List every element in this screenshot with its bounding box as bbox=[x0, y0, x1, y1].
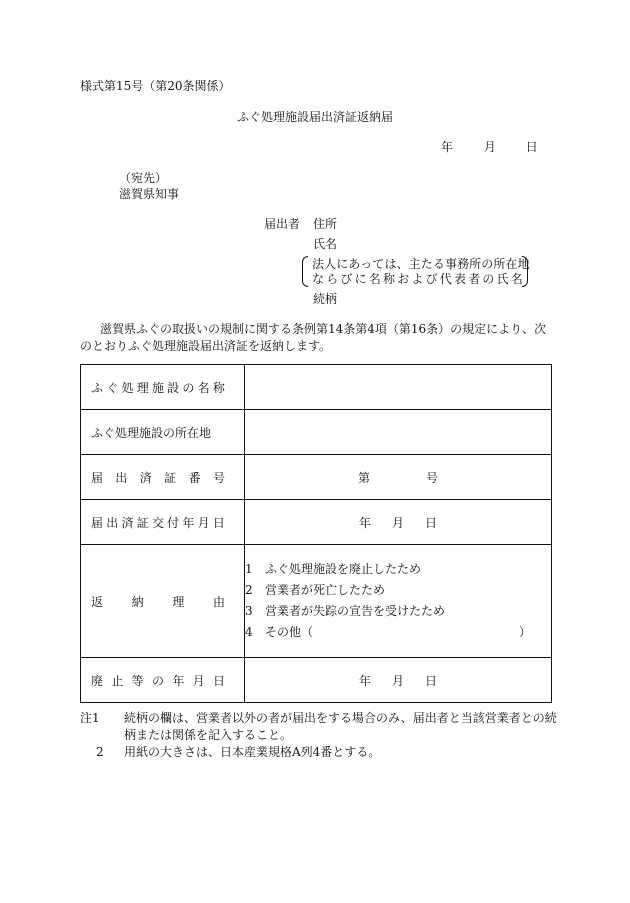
justified-label bbox=[91, 672, 225, 689]
reason-option[interactable] bbox=[245, 580, 551, 601]
label-char: 届 bbox=[91, 515, 104, 530]
relation-label: 続柄 bbox=[313, 292, 338, 306]
abolition-date-value bbox=[359, 672, 437, 689]
label-char: 理 bbox=[172, 594, 185, 609]
label-char: 付 bbox=[167, 515, 180, 530]
facility-name-label bbox=[81, 365, 245, 410]
label-char: 号 bbox=[212, 470, 225, 485]
cert-number-field[interactable] bbox=[245, 455, 552, 500]
return-reason-field bbox=[245, 545, 552, 658]
addressee-name: 滋賀県知事 bbox=[119, 187, 180, 201]
address-label: 住所 bbox=[313, 217, 338, 231]
corporation-note-line1: 法人にあっては、主たる事務所の所在地 bbox=[312, 257, 530, 271]
label-char: 年 bbox=[172, 673, 185, 688]
issue-date-label bbox=[81, 500, 245, 545]
name-label: 氏名 bbox=[313, 237, 338, 251]
facility-name-field[interactable] bbox=[245, 365, 552, 410]
note-text: 用紙の大きさは、日本産業規格A列4番とする。 bbox=[124, 745, 381, 759]
label-char: ふ bbox=[91, 380, 104, 395]
notes bbox=[80, 710, 560, 761]
label-char: 出 bbox=[115, 470, 128, 485]
document-title: ふぐ処理施設届出済証返納届 bbox=[236, 110, 393, 124]
table-row bbox=[81, 410, 552, 455]
label-char: 返 bbox=[91, 594, 104, 609]
body-text bbox=[80, 321, 552, 355]
abolition-date-year: 年 bbox=[359, 673, 372, 688]
note-label: 2 bbox=[96, 745, 104, 759]
label-char: 名 bbox=[197, 380, 210, 395]
label-char: 称 bbox=[212, 380, 225, 395]
reason-text: 営業者が失踪の宣告を受けたため bbox=[265, 604, 446, 618]
cert-number-label bbox=[81, 455, 245, 500]
date-day: 日 bbox=[525, 140, 538, 154]
corporation-note bbox=[302, 256, 528, 287]
reason-option[interactable] bbox=[245, 601, 551, 622]
table-row bbox=[81, 500, 552, 545]
issue-date-day: 日 bbox=[424, 515, 437, 530]
reason-text: 営業者が死亡したため bbox=[265, 583, 386, 597]
label-char: 済 bbox=[121, 515, 134, 530]
label-char: 等 bbox=[131, 673, 144, 688]
label-char: 月 bbox=[192, 673, 205, 688]
reason-number: 2 bbox=[245, 583, 253, 597]
facility-location-field[interactable] bbox=[245, 410, 552, 455]
table-row bbox=[81, 365, 552, 410]
label-char: 設 bbox=[167, 380, 180, 395]
label-char: 届 bbox=[91, 470, 104, 485]
reason-option-other[interactable] bbox=[245, 622, 551, 643]
label-char: 由 bbox=[212, 594, 225, 609]
table-row bbox=[81, 545, 552, 658]
label-char: 番 bbox=[188, 470, 201, 485]
label-char: 証 bbox=[164, 470, 177, 485]
label-char: ぐ bbox=[106, 380, 119, 395]
label-char: 日 bbox=[212, 515, 225, 530]
abolition-date-label bbox=[81, 658, 245, 703]
abolition-date-month: 月 bbox=[391, 673, 404, 688]
label-char: 廃 bbox=[91, 673, 104, 688]
corporation-note-line2: ならびに名称および代表者の氏名 bbox=[312, 272, 526, 286]
label-char: 証 bbox=[136, 515, 149, 530]
label-char: 理 bbox=[136, 380, 149, 395]
reason-text: その他（ bbox=[265, 625, 314, 639]
return-form-table bbox=[80, 364, 552, 703]
label-text: ふぐ処理施設の所在地 bbox=[91, 425, 212, 440]
reason-number: 3 bbox=[245, 604, 253, 618]
body-paragraph: 滋賀県ふぐの取扱いの規制に関する条例第14条第4項（第16条）の規定により、次のとおりふぐ処理施設届出済証を返納します。 bbox=[80, 322, 547, 353]
label-char: 納 bbox=[131, 594, 144, 609]
justified-label bbox=[91, 593, 225, 610]
return-reason-label bbox=[81, 545, 245, 658]
issue-date-month: 月 bbox=[391, 515, 404, 530]
table-row bbox=[81, 455, 552, 500]
note-item bbox=[80, 744, 560, 761]
label-char: 施 bbox=[151, 380, 164, 395]
label-char: 出 bbox=[106, 515, 119, 530]
label-char: 済 bbox=[139, 470, 152, 485]
issue-date-year: 年 bbox=[359, 515, 372, 530]
form-number: 様式第15号（第20条関係） bbox=[80, 79, 231, 93]
label-char: 月 bbox=[197, 515, 210, 530]
facility-location-label bbox=[81, 410, 245, 455]
reason-text: ふぐ処理施設を廃止したため bbox=[265, 562, 422, 576]
label-char: 年 bbox=[182, 515, 195, 530]
label-char: 交 bbox=[151, 515, 164, 530]
note-text: 続柄の欄は、営業者以外の者が届出をする場合のみ、届出者と当該営業者との続柄または関係を記入すること。 bbox=[124, 711, 557, 742]
label-char: 止 bbox=[111, 673, 124, 688]
justified-label bbox=[91, 514, 225, 531]
abolition-date-field[interactable] bbox=[245, 658, 552, 703]
label-char: 処 bbox=[121, 380, 134, 395]
note-item bbox=[80, 710, 560, 744]
date-month: 月 bbox=[483, 140, 496, 154]
justified-label bbox=[91, 379, 225, 396]
label-char: の bbox=[182, 380, 195, 395]
label-char: 日 bbox=[212, 673, 225, 688]
cert-number-prefix: 第 bbox=[358, 470, 371, 485]
note-label: 注1 bbox=[80, 711, 100, 725]
date-line bbox=[441, 139, 538, 155]
abolition-date-day: 日 bbox=[424, 673, 437, 688]
bracket-left bbox=[302, 256, 308, 287]
reason-number: 4 bbox=[245, 625, 253, 639]
label-char: の bbox=[151, 673, 164, 688]
addressee-label: （宛先） bbox=[119, 171, 168, 185]
reason-number: 1 bbox=[245, 562, 253, 576]
table-row bbox=[81, 658, 552, 703]
other-close-paren: ） bbox=[518, 625, 531, 639]
issue-date-value bbox=[359, 514, 437, 531]
justified-label bbox=[91, 469, 225, 486]
reason-option[interactable] bbox=[245, 559, 551, 580]
applicant-label: 届出者 bbox=[264, 217, 301, 231]
date-year: 年 bbox=[441, 140, 454, 154]
cert-number-suffix: 号 bbox=[425, 470, 438, 485]
issue-date-field[interactable] bbox=[245, 500, 552, 545]
cert-number-value bbox=[358, 469, 438, 486]
